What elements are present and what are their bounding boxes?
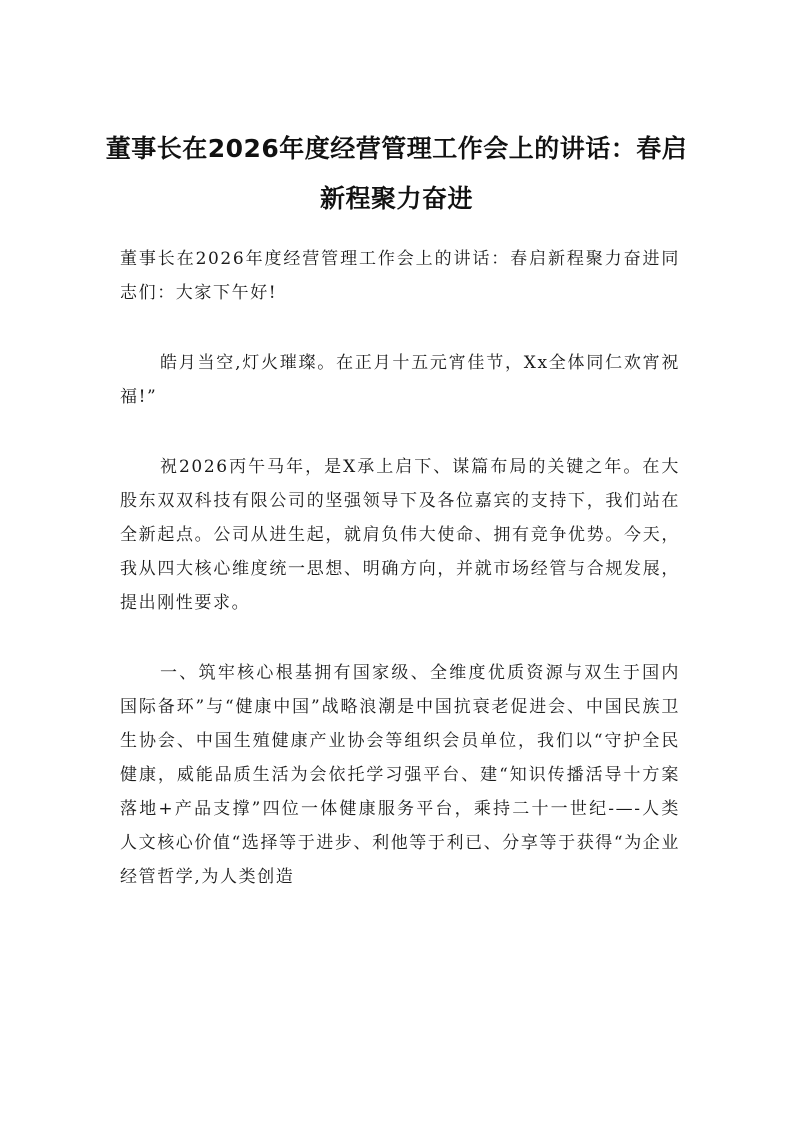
paragraph-greeting: 皓月当空,灯火璀璨。在正月十五元宵佳节，Xx全体同仁欢宵祝福!” [120,353,680,407]
paragraph-opening: 董事长在2026年度经营管理工作会上的讲话：春启新程聚力奋进同志们：大家下午好! [120,249,680,303]
document-title: 董事长在2026年度经营管理工作会上的讲话：春启新程聚力奋进 [105,134,688,213]
document-body [120,242,680,930]
paragraph-overview: 祝2026丙午马年，是X承上启下、谋篇布局的关键之年。在大股东双双科技有限公司的坚强领导下及各位嘉宾的支持下，我们站在全新起点。公司从进生起，就肩负伟大使命、拥有竞争优势。今天，我从四大核心维度统一思想、明确方向，并就市场经管与合规发展，提出刚性要求。 [120,457,680,613]
paragraph-section-one: 一、筑牢核心根基拥有国家级、全维度优质资源与双生于国内国际备环”与“健康中国”战略浪潮是中国抗衰老促进会、中国民族卫生协会、中国生殖健康产业协会等组织会员单位，我们以“守护全民健康，威能品质生活为会依托学习强平台、建“知识传播活导十方案落地+产品支撑”四位一体健康服务平台，乘持二十一世纪-—-人类人文核心价值“选择等于进步、利他等于利已、分享等于获得“为企业经管哲学,为人类创造 [120,663,680,887]
